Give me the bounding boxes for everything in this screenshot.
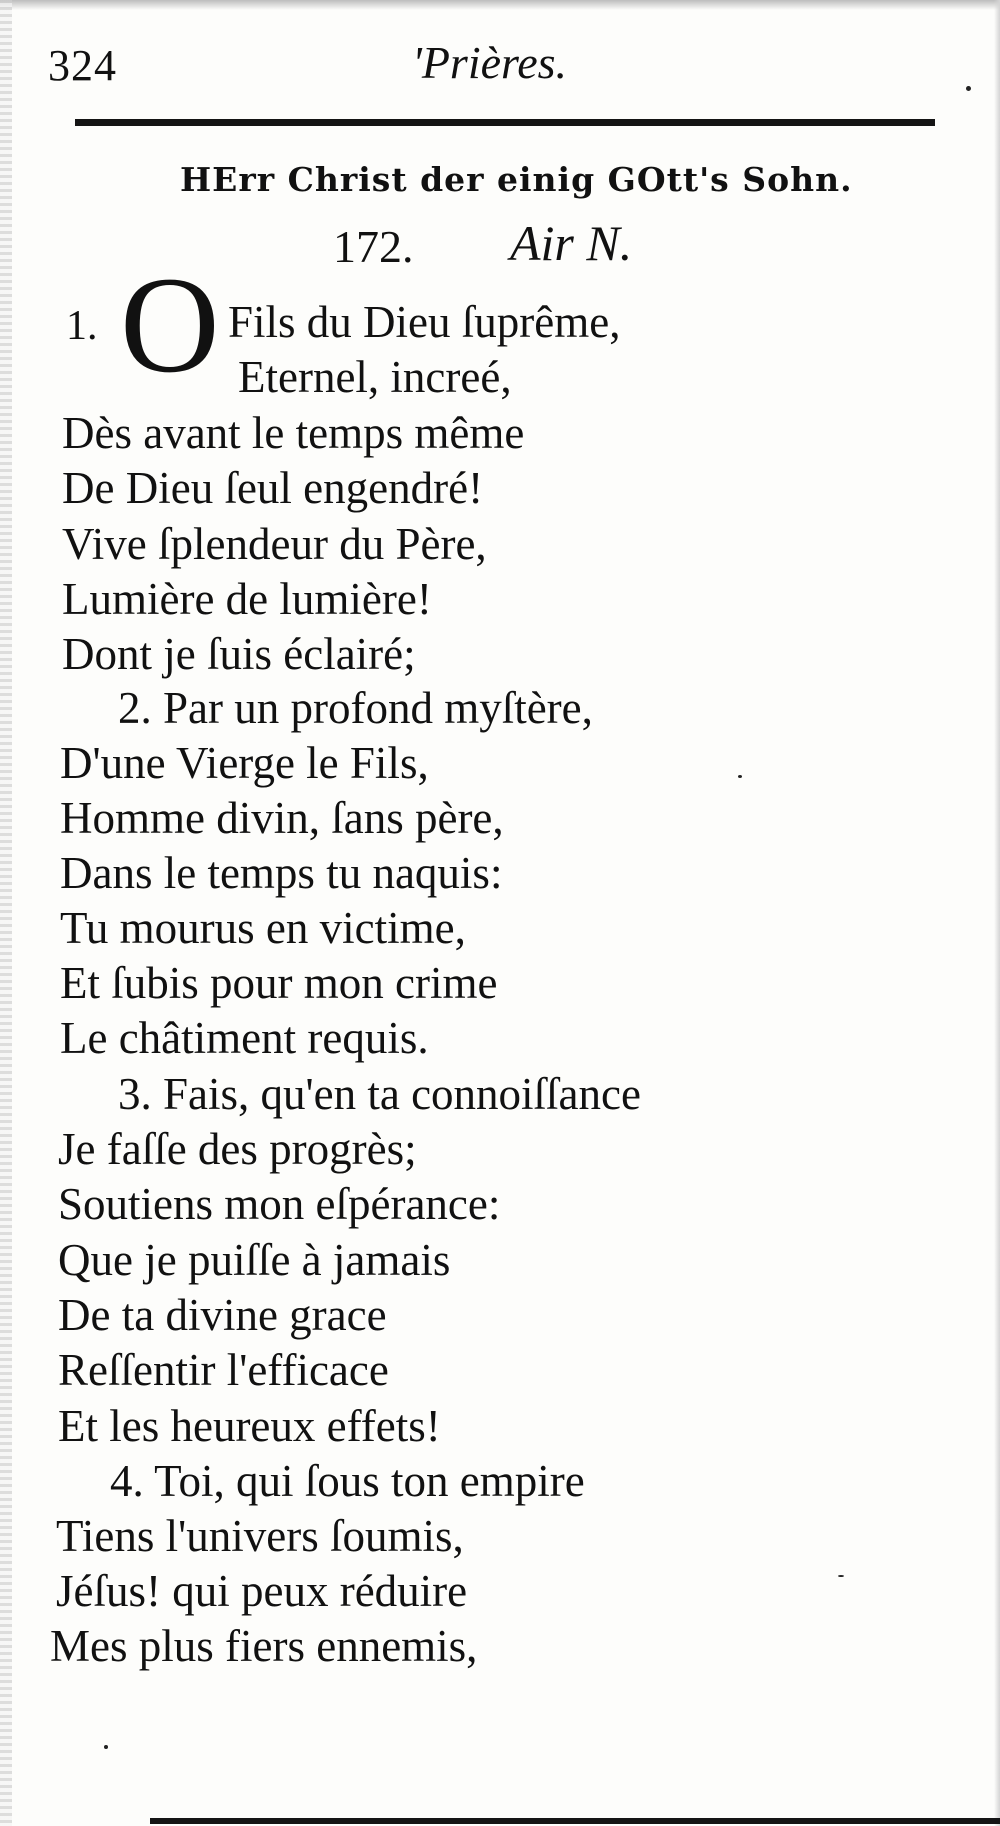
verse-line: De ta divine grace	[58, 1290, 387, 1340]
page-number: 324	[48, 41, 117, 90]
hymn-number: 172.	[333, 221, 414, 272]
drop-cap: O	[120, 248, 220, 401]
verse-line: Tu mourus en victime,	[60, 903, 466, 953]
verse-line: Et les heureux effets!	[58, 1401, 441, 1451]
verse-line: Le châtiment requis.	[60, 1013, 429, 1063]
verse-line: Eternel, increé,	[238, 352, 512, 402]
verse-line: 3. Fais, qu'en ta connoiſſance	[118, 1069, 641, 1119]
hymn-air-text: Air N.	[510, 215, 633, 271]
verse-line: Homme divin, ſans père,	[60, 793, 504, 843]
verse-line: Fils du Dieu ſuprême,	[228, 297, 621, 347]
verse-line: Et ſubis pour mon crime	[60, 958, 498, 1008]
ink-speck	[966, 86, 971, 91]
ink-speck	[738, 775, 742, 778]
footer-rule	[150, 1818, 1000, 1824]
ink-speck	[104, 1745, 108, 1749]
verse-line: Soutiens mon eſpérance:	[58, 1179, 501, 1229]
page-top-edge	[0, 0, 1000, 10]
ink-speck	[838, 1575, 844, 1577]
page-right-edge	[994, 0, 1000, 1826]
verse-line: Je faſſe des progrès;	[58, 1124, 417, 1174]
verse-line: Dans le temps tu naquis:	[60, 848, 503, 898]
verse-line: De Dieu ſeul engendré!	[62, 463, 484, 513]
verse-line: Jéſus! qui peux réduire	[56, 1566, 468, 1616]
running-head: 'Prières.	[412, 37, 568, 88]
verse-line: 4. Toi, qui ſous ton empire	[110, 1456, 585, 1506]
verse-line: D'une Vierge le Fils,	[60, 738, 429, 788]
verse-line: Que je puiſſe à jamais	[58, 1235, 451, 1285]
verse-line: Lumière de lumière!	[62, 574, 432, 624]
page-left-edge	[0, 0, 12, 1826]
verse-line: Dont je ſuis éclairé;	[62, 629, 416, 679]
verse-number-1: 1.	[66, 303, 98, 349]
verse-line: Mes plus fiers ennemis,	[50, 1621, 478, 1671]
hymn-german-title: HErr Christ der einig GOtt's Sohn.	[180, 160, 853, 199]
hymn-air	[510, 214, 632, 272]
verse-line: Dès avant le temps même	[62, 408, 525, 458]
verse-line: Reſſentir l'efficace	[58, 1345, 389, 1395]
verse-line: 2. Par un profond myſtère,	[118, 683, 593, 733]
verse-line: Vive ſplendeur du Père,	[62, 519, 487, 569]
header-rule	[75, 119, 935, 126]
verse-line: Tiens l'univers ſoumis,	[56, 1511, 464, 1561]
